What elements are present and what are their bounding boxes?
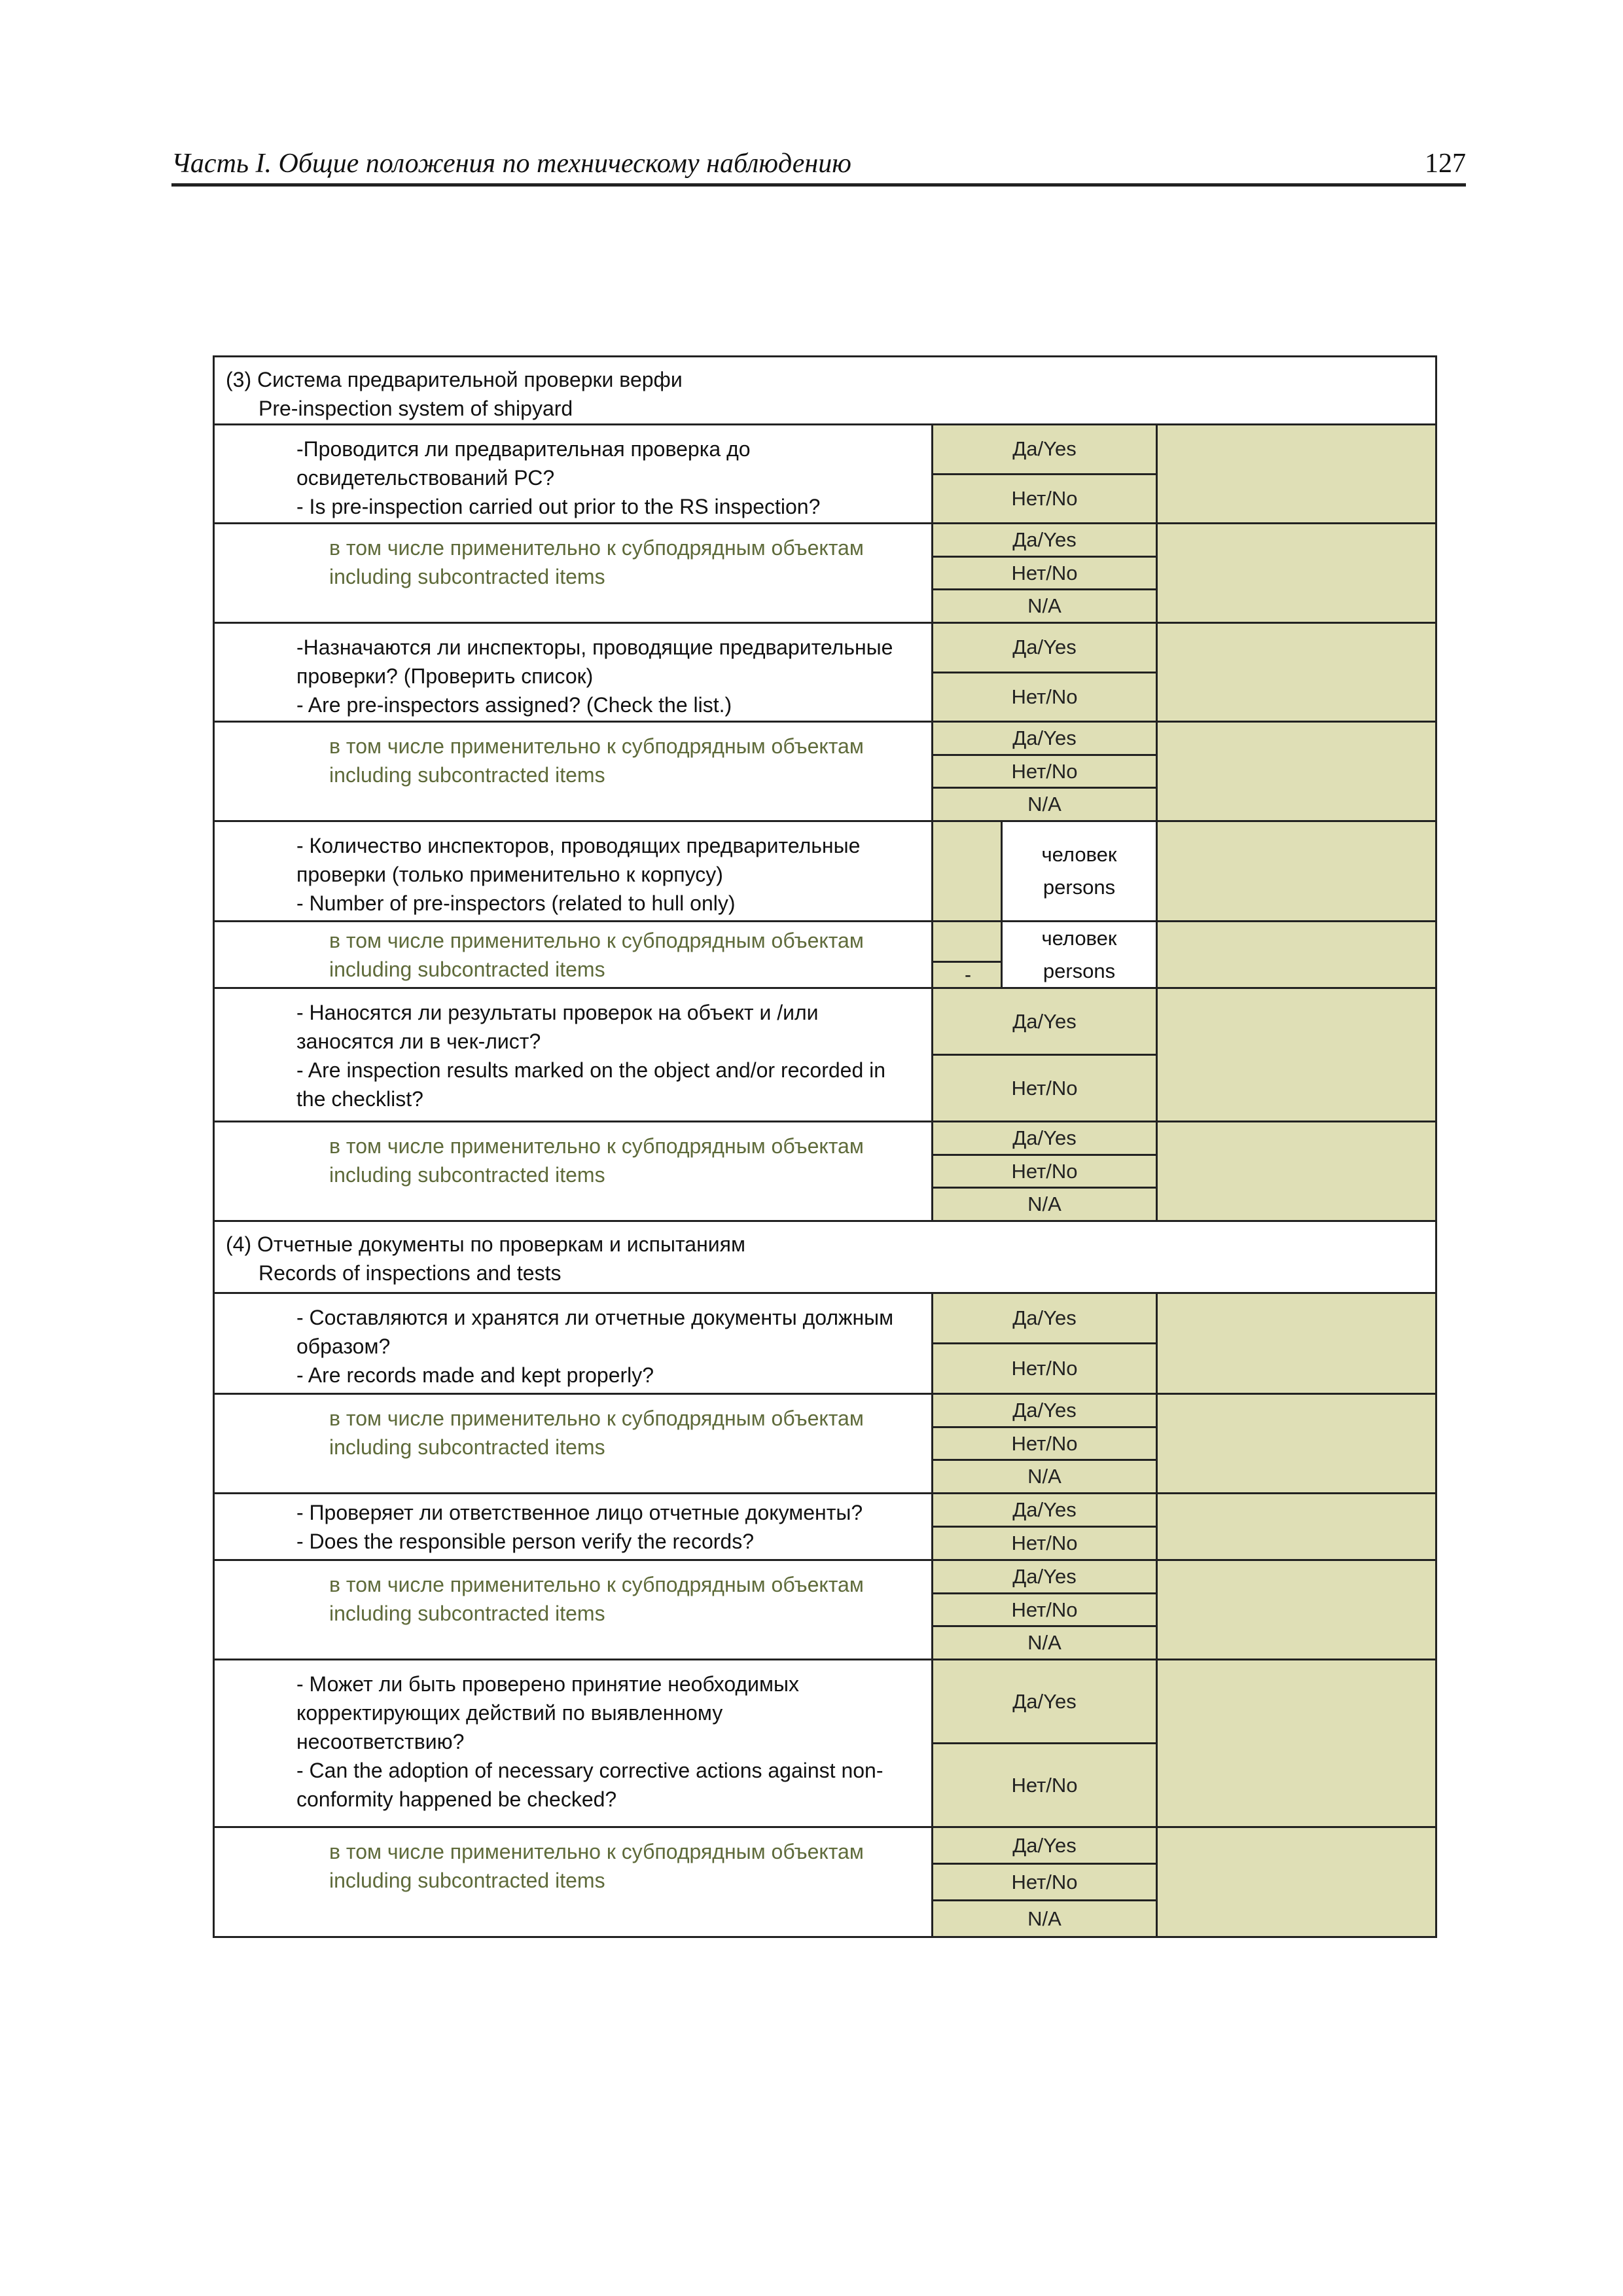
question-row-4 <box>215 989 1435 1122</box>
q4-option-yes[interactable]: Да/Yes <box>933 989 1156 1056</box>
q5-notes-cell[interactable] <box>1156 1294 1435 1393</box>
sub-5-ru: в том числе применительно к субподрядным объектам <box>329 1407 864 1430</box>
sub6-notes-cell[interactable] <box>1156 1561 1435 1659</box>
q5-line-1: - Составляются и хранятся ли отчетные документы должным <box>296 1306 894 1329</box>
section-4-title-en: Records of inspections and tests <box>259 1261 562 1285</box>
sub-7-en: including subcontracted items <box>329 1869 605 1892</box>
sub3-notes-cell[interactable] <box>1156 922 1435 987</box>
sub-3-ru: в том числе применительно к субподрядным объектам <box>329 929 864 952</box>
q2-option-no[interactable]: Нет/No <box>933 673 1156 721</box>
q6-option-yes[interactable]: Да/Yes <box>933 1494 1156 1528</box>
q7-line-3: несоответствию? <box>296 1730 465 1753</box>
q7-line-4: - Can the adoption of necessary corrective actions against non- <box>296 1759 883 1782</box>
page-header <box>171 143 1466 187</box>
page-number: 127 <box>1425 149 1466 179</box>
sub4-option-na[interactable]: N/A <box>933 1189 1156 1220</box>
q3-line-1: - Количество инспекторов, проводящих предварительные <box>296 834 861 857</box>
sub1-notes-cell[interactable] <box>1156 524 1435 622</box>
sub-row-4 <box>215 1122 1435 1222</box>
header-title: Часть I. Общие положения по техническому наблюдению <box>171 149 851 179</box>
q1-line-2: освидетельствований РС? <box>296 466 555 490</box>
section-3-title-ru: (3) Система предварительной проверки верфи <box>226 368 683 391</box>
q2-line-1: -Назначаются ли инспекторы, проводящие предварительные <box>296 636 893 659</box>
section-4-title-ru: (4) Отчетные документы по проверкам и испытаниям <box>226 1232 745 1256</box>
sub4-option-yes[interactable]: Да/Yes <box>933 1122 1156 1156</box>
question-row-1 <box>215 425 1435 524</box>
sub-4-ru: в том числе применительно к субподрядным объектам <box>329 1134 864 1158</box>
sub-7-ru: в том числе применительно к субподрядным объектам <box>329 1840 864 1863</box>
sub6-option-yes[interactable]: Да/Yes <box>933 1561 1156 1594</box>
q2-line-3: - Are pre-inspectors assigned? (Check the list.) <box>296 693 732 717</box>
sub-2-ru: в том числе применительно к субподрядным объектам <box>329 734 864 758</box>
sub-3-en: including subcontracted items <box>329 958 605 981</box>
q6-notes-cell[interactable] <box>1156 1494 1435 1559</box>
q3-notes-cell[interactable] <box>1156 822 1435 920</box>
sub6-option-na[interactable]: N/A <box>933 1627 1156 1659</box>
sub-6-ru: в том числе применительно к субподрядным объектам <box>329 1573 864 1596</box>
sub-5-en: including subcontracted items <box>329 1435 605 1459</box>
q1-line-3: - Is pre-inspection carried out prior to the RS inspection? <box>296 495 821 518</box>
sub-row-7 <box>215 1828 1435 1936</box>
question-row-3 <box>215 822 1435 922</box>
sub7-option-na[interactable]: N/A <box>933 1901 1156 1936</box>
q7-line-5: conformity happened be checked? <box>296 1787 617 1811</box>
sub3-persons-en: persons <box>1043 959 1116 982</box>
sub7-notes-cell[interactable] <box>1156 1828 1435 1936</box>
q5-option-yes[interactable]: Да/Yes <box>933 1294 1156 1344</box>
q4-option-no[interactable]: Нет/No <box>933 1056 1156 1121</box>
sub2-notes-cell[interactable] <box>1156 723 1435 820</box>
sub6-option-no[interactable]: Нет/No <box>933 1594 1156 1628</box>
sub1-option-na[interactable]: N/A <box>933 590 1156 622</box>
q4-line-4: the checklist? <box>296 1087 423 1111</box>
q5-line-3: - Are records made and kept properly? <box>296 1363 654 1387</box>
q2-notes-cell[interactable] <box>1156 624 1435 721</box>
question-row-6 <box>215 1494 1435 1561</box>
q1-option-no[interactable]: Нет/No <box>933 475 1156 523</box>
sub-row-1 <box>215 524 1435 624</box>
q7-notes-cell[interactable] <box>1156 1660 1435 1826</box>
sub5-option-yes[interactable]: Да/Yes <box>933 1395 1156 1428</box>
q3-persons-en: persons <box>1043 876 1116 899</box>
sub-row-2 <box>215 723 1435 822</box>
q2-line-2: проверки? (Проверить список) <box>296 664 594 688</box>
q1-line-1: -Проводится ли предварительная проверка до <box>296 437 751 461</box>
q3-count-input[interactable] <box>933 822 1003 920</box>
sub1-option-no[interactable]: Нет/No <box>933 558 1156 591</box>
question-row-2 <box>215 624 1435 723</box>
sub-row-5 <box>215 1395 1435 1494</box>
sub-1-en: including subcontracted items <box>329 565 605 588</box>
q6-option-no[interactable]: Нет/No <box>933 1528 1156 1559</box>
q6-line-2: - Does the responsible person verify the records? <box>296 1530 755 1553</box>
q5-option-no[interactable]: Нет/No <box>933 1344 1156 1393</box>
sub1-option-yes[interactable]: Да/Yes <box>933 524 1156 558</box>
q4-line-1: - Наносятся ли результаты проверок на объект и /или <box>296 1001 819 1024</box>
q7-line-1: - Может ли быть проверено принятие необходимых <box>296 1672 800 1696</box>
q2-option-yes[interactable]: Да/Yes <box>933 624 1156 673</box>
sub-1-ru: в том числе применительно к субподрядным объектам <box>329 536 864 560</box>
sub3-count-input[interactable] <box>933 922 1003 987</box>
q4-line-3: - Are inspection results marked on the object and/or recorded in <box>296 1058 886 1082</box>
q7-option-no[interactable]: Нет/No <box>933 1744 1156 1826</box>
q7-option-yes[interactable]: Да/Yes <box>933 1660 1156 1744</box>
q7-line-2: корректирующих действий по выявленному <box>296 1701 723 1725</box>
question-row-5 <box>215 1294 1435 1395</box>
sub4-notes-cell[interactable] <box>1156 1122 1435 1220</box>
sub-2-en: including subcontracted items <box>329 763 605 787</box>
sub5-option-na[interactable]: N/A <box>933 1461 1156 1492</box>
section-3-title-en: Pre-inspection system of shipyard <box>259 397 573 420</box>
section-3-header <box>215 357 1435 425</box>
q6-line-1: - Проверяет ли ответственное лицо отчетные документы? <box>296 1501 863 1524</box>
q4-line-2: заносятся ли в чек-лист? <box>296 1030 541 1053</box>
sub3-persons-ru: человек <box>1041 926 1117 950</box>
q1-option-yes[interactable]: Да/Yes <box>933 425 1156 475</box>
sub7-option-no[interactable]: Нет/No <box>933 1865 1156 1901</box>
q5-line-2: образом? <box>296 1335 391 1358</box>
sub5-option-no[interactable]: Нет/No <box>933 1428 1156 1462</box>
sub2-option-yes[interactable]: Да/Yes <box>933 723 1156 756</box>
q3-line-2: проверки (только применительно к корпусу) <box>296 863 723 886</box>
sub7-option-yes[interactable]: Да/Yes <box>933 1828 1156 1865</box>
sub-row-3 <box>215 922 1435 989</box>
q3-persons-ru: человек <box>1041 843 1117 866</box>
sub-4-en: including subcontracted items <box>329 1163 605 1187</box>
q3-line-3: - Number of pre-inspectors (related to hull only) <box>296 891 736 915</box>
sub3-dash: - <box>933 961 1003 987</box>
sub4-option-no[interactable]: Нет/No <box>933 1156 1156 1189</box>
sub2-option-na[interactable]: N/A <box>933 789 1156 820</box>
sub-row-6 <box>215 1561 1435 1660</box>
sub-6-en: including subcontracted items <box>329 1602 605 1625</box>
checklist-table <box>213 355 1437 1938</box>
sub2-option-no[interactable]: Нет/No <box>933 756 1156 789</box>
sub5-notes-cell[interactable] <box>1156 1395 1435 1492</box>
q1-notes-cell[interactable] <box>1156 425 1435 522</box>
question-row-7 <box>215 1660 1435 1828</box>
q4-notes-cell[interactable] <box>1156 989 1435 1121</box>
section-4-header <box>215 1222 1435 1294</box>
